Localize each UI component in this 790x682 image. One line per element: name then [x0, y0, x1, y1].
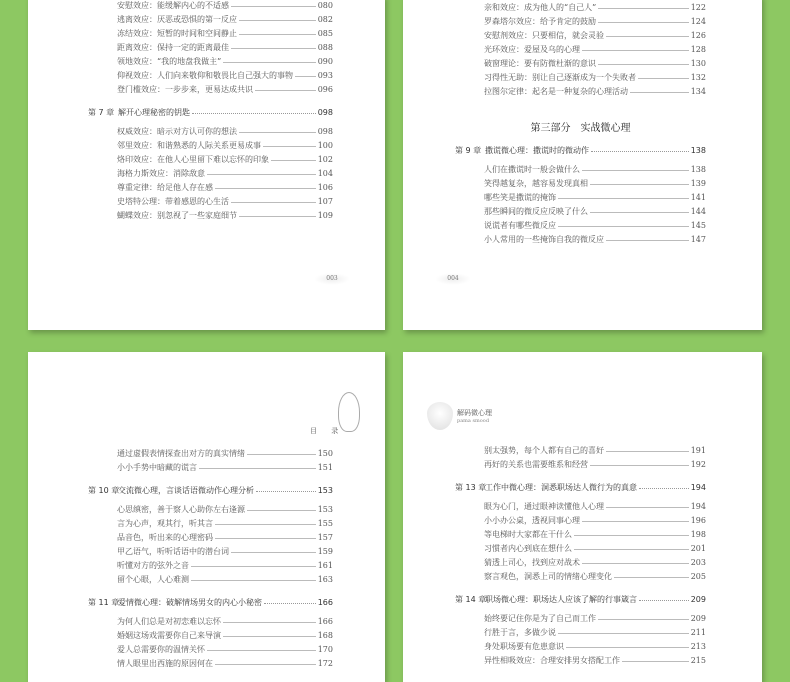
- entry-page-number: 109: [317, 210, 333, 220]
- entry-page-number: 080: [317, 0, 333, 10]
- leader-line: [223, 636, 316, 637]
- entry-title: 亲和效应：成为他人的“自己人”: [484, 2, 597, 12]
- toc-entry: [455, 569, 706, 583]
- entry-page-number: 194: [690, 482, 706, 492]
- leader-line: [639, 488, 689, 489]
- toc-page-top-right: [403, 0, 762, 330]
- entry-title: 邻里效应：和谐熟悉的人际关系更易成事: [117, 140, 261, 150]
- entry-page-number: 213: [690, 641, 706, 651]
- toc-entry: [455, 232, 706, 246]
- leader-line: [247, 510, 316, 511]
- leader-line: [598, 22, 689, 23]
- toc-entry: [455, 443, 706, 457]
- leader-line: [223, 62, 316, 63]
- entry-title: 言为心声，观其行，听其言: [117, 518, 213, 528]
- entry-title: 安慰效应：能缓解内心的不适感: [117, 0, 229, 10]
- entry-title: 身处职场要有危患意识: [484, 641, 564, 651]
- chapter-label: 第 10 章: [88, 485, 120, 495]
- leader-line: [223, 622, 316, 623]
- toc-entry: [88, 12, 333, 26]
- toc-entry: [88, 502, 333, 516]
- toc-entry: [88, 26, 333, 40]
- entry-title: 小小办公桌，透视同事心理: [484, 515, 580, 525]
- entry-page-number: 198: [690, 529, 706, 539]
- entry-title: 察言观色，洞悉上司的情绪心理变化: [484, 571, 612, 581]
- entry-title: 人们在撒谎时一般会做什么: [484, 164, 580, 174]
- chapter-label: 第 11 章: [88, 597, 120, 607]
- toc-entry: [455, 625, 706, 639]
- entry-title: 爱人总需要你的温情关怀: [117, 644, 205, 654]
- entry-title: 行胜于言，多做少说: [484, 627, 556, 637]
- leader-line: [606, 507, 689, 508]
- chapter-label: 第 13 章: [455, 482, 487, 492]
- entry-page-number: 141: [690, 192, 706, 202]
- leader-line: [215, 664, 316, 665]
- entry-page-number: 104: [317, 168, 333, 178]
- entry-title: 留个心眼，人心难测: [117, 574, 189, 584]
- page-header: 目 录: [310, 427, 345, 435]
- entry-title: 品音色，听出来的心理密码: [117, 532, 213, 542]
- toc-entry: [455, 218, 706, 232]
- toc-entry: [455, 56, 706, 70]
- toc-list: [28, 446, 385, 670]
- entry-title: 破窗理论：要有防微杜渐的意识: [484, 58, 596, 68]
- entry-title: 权威效应：暗示对方认可你的想法: [117, 126, 237, 136]
- entry-title: 撒谎微心理：撒谎时的微动作: [485, 145, 589, 155]
- toc-entry: [455, 541, 706, 555]
- entry-page-number: 096: [317, 84, 333, 94]
- book-logo: [427, 402, 492, 430]
- toc-entry: [88, 544, 333, 558]
- toc-entry: [88, 642, 333, 656]
- entry-title: 心思缜密，善于察人心助你左右逢源: [117, 504, 245, 514]
- toc-entry: [455, 42, 706, 56]
- entry-title: 再好的关系也需要维系和经营: [484, 459, 588, 469]
- entry-page-number: 205: [690, 571, 706, 581]
- entry-title: 猜透上司心，找到应对战术: [484, 557, 580, 567]
- leader-line: [590, 184, 689, 185]
- entry-title: 通过虚假表情探查出对方的真实情绪: [117, 448, 245, 458]
- entry-title: 光环效应：爱屋及乌的心理: [484, 44, 580, 54]
- entry-page-number: 209: [690, 594, 706, 604]
- entry-title: 哪些笑是撒谎的掩饰: [484, 192, 556, 202]
- chapter-label: 第 7 章: [88, 107, 115, 117]
- entry-page-number: 161: [317, 560, 333, 570]
- leader-line: [614, 577, 689, 578]
- leader-line: [239, 34, 316, 35]
- entry-title: 职场微心理：职场达人应该了解的行事箴言: [485, 594, 637, 604]
- toc-entry: [88, 460, 333, 474]
- entry-page-number: 163: [317, 574, 333, 584]
- entry-title: 小小手势中暗藏的谎言: [117, 462, 197, 472]
- entry-title: 史塔特公理：带着感恩的心生活: [117, 196, 229, 206]
- toc-chapter: [455, 592, 706, 606]
- logo-subtitle: pama smood: [457, 418, 490, 424]
- toc-entry: [455, 14, 706, 28]
- entry-page-number: 147: [690, 234, 706, 244]
- entry-title: 爱情微心理：破解情场男女的内心小秘密: [118, 597, 262, 607]
- entry-title: 异性相吸效应：合理安排男女搭配工作: [484, 655, 620, 665]
- leader-line: [231, 48, 316, 49]
- entry-title: 为何人们总是对初恋难以忘怀: [117, 616, 221, 626]
- entry-page-number: 138: [690, 145, 706, 155]
- toc-entry: [455, 639, 706, 653]
- leader-line: [630, 92, 689, 93]
- entry-page-number: 194: [690, 501, 706, 511]
- entry-page-number: 145: [690, 220, 706, 230]
- entry-page-number: 090: [317, 56, 333, 66]
- toc-entry: [455, 457, 706, 471]
- toc-entry: [455, 70, 706, 84]
- leader-line: [239, 20, 316, 21]
- leader-line: [598, 8, 689, 9]
- leader-line: [566, 647, 689, 648]
- entry-page-number: 139: [690, 178, 706, 188]
- toc-entry: [455, 555, 706, 569]
- leader-line: [239, 216, 316, 217]
- entry-title: 工作中微心理：洞悉职场达人微行为的真意: [485, 482, 637, 492]
- toc-entry: [88, 194, 333, 208]
- chapter-label: 第 9 章: [455, 145, 482, 155]
- entry-title: 甲乙语气，听听话语中的潜台词: [117, 546, 229, 556]
- entry-title: 说谎者有哪些微反应: [484, 220, 556, 230]
- entry-title: 安慰剂效应：只要相信，就会灵验: [484, 30, 604, 40]
- entry-page-number: 159: [317, 546, 333, 556]
- entry-page-number: 082: [317, 14, 333, 24]
- leader-line: [264, 603, 316, 604]
- entry-title: 习惯者内心到底在想什么: [484, 543, 572, 553]
- leader-line: [295, 76, 316, 77]
- entry-title: 登门槛效应：一步步来，更易达成共识: [117, 84, 253, 94]
- toc-entry: [88, 0, 333, 12]
- entry-title: 始终要记住你是为了自己而工作: [484, 613, 596, 623]
- entry-title: 距离效应：保持一定的距离最佳: [117, 42, 229, 52]
- entry-page-number: 130: [690, 58, 706, 68]
- leader-line: [191, 566, 316, 567]
- entry-page-number: 192: [690, 459, 706, 469]
- entry-page-number: 157: [317, 532, 333, 542]
- toc-list: [403, 0, 762, 246]
- leader-line: [606, 240, 689, 241]
- leader-line: [558, 226, 689, 227]
- toc-chapter: [88, 483, 333, 497]
- toc-entry: [88, 124, 333, 138]
- leader-line: [231, 202, 316, 203]
- entry-title: 尊重定律：给足他人存在感: [117, 182, 213, 192]
- toc-page-top-left: [28, 0, 385, 330]
- toc-entry: [88, 180, 333, 194]
- entry-page-number: 098: [317, 126, 333, 136]
- entry-page-number: 126: [690, 30, 706, 40]
- entry-page-number: 122: [690, 2, 706, 12]
- leader-line: [582, 563, 689, 564]
- entry-page-number: 166: [317, 597, 333, 607]
- leader-line: [231, 552, 316, 553]
- toc-entry: [88, 516, 333, 530]
- heart-icon: [427, 402, 453, 430]
- entry-page-number: 088: [317, 42, 333, 52]
- entry-page-number: 168: [317, 630, 333, 640]
- entry-page-number: 102: [317, 154, 333, 164]
- toc-entry: [88, 558, 333, 572]
- toc-entry: [88, 628, 333, 642]
- toc-entry: [455, 653, 706, 667]
- toc-entry: [455, 204, 706, 218]
- leader-line: [622, 661, 689, 662]
- entry-page-number: 153: [317, 504, 333, 514]
- entry-page-number: 098: [317, 107, 333, 117]
- leader-line: [271, 160, 316, 161]
- entry-title: 别太强势，每个人都有自己的喜好: [484, 445, 604, 455]
- entry-title: 海格力斯效应：消除敌意: [117, 168, 205, 178]
- leader-line: [582, 170, 689, 171]
- entry-page-number: 093: [317, 70, 333, 80]
- entry-page-number: 106: [317, 182, 333, 192]
- toc-entry: [455, 499, 706, 513]
- leader-line: [606, 36, 689, 37]
- toc-chapter: [88, 595, 333, 609]
- entry-title: 拉图尔定律：起名是一种复杂的心理活动: [484, 86, 628, 96]
- entry-title: 烙印效应：在他人心里留下难以忘怀的印象: [117, 154, 269, 164]
- toc-page-bottom-left: [28, 352, 385, 682]
- toc-entry: [88, 614, 333, 628]
- leader-line: [639, 600, 689, 601]
- entry-page-number: 128: [690, 44, 706, 54]
- toc-entry: [455, 190, 706, 204]
- entry-page-number: 203: [690, 557, 706, 567]
- entry-page-number: 170: [317, 644, 333, 654]
- toc-entry: [88, 54, 333, 68]
- entry-title: 笑得越复杂，越容易发现真相: [484, 178, 588, 188]
- toc-part-title: [455, 118, 706, 134]
- toc-entry: [88, 208, 333, 222]
- toc-chapter: [455, 480, 706, 494]
- entry-page-number: 150: [317, 448, 333, 458]
- entry-title: 小人常用的一些掩饰自我的微反应: [484, 234, 604, 244]
- toc-entry: [88, 138, 333, 152]
- entry-title: 冻结效应：短暂的时间和空间静止: [117, 28, 237, 38]
- toc-list: [28, 0, 385, 222]
- leader-line: [207, 650, 316, 651]
- leader-line: [582, 50, 689, 51]
- toc-entry: [455, 513, 706, 527]
- entry-page-number: 215: [690, 655, 706, 665]
- leader-line: [574, 535, 689, 536]
- entry-title: 罗森塔尔效应：给予肯定的鼓励: [484, 16, 596, 26]
- leader-line: [239, 132, 316, 133]
- entry-page-number: 172: [317, 658, 333, 668]
- toc-entry: [88, 152, 333, 166]
- leader-line: [558, 198, 689, 199]
- leader-line: [215, 188, 316, 189]
- toc-entry: [455, 0, 706, 14]
- entry-title: 听懂对方的弦外之音: [117, 560, 189, 570]
- leader-line: [590, 212, 689, 213]
- toc-entry: [455, 28, 706, 42]
- entry-page-number: 144: [690, 206, 706, 216]
- toc-entry: [88, 656, 333, 670]
- leader-line: [582, 521, 689, 522]
- entry-title: 情人眼里出西施的原因何在: [117, 658, 213, 668]
- leader-line: [256, 491, 316, 492]
- leader-line: [215, 524, 316, 525]
- toc-entry: [455, 176, 706, 190]
- leader-line: [606, 451, 689, 452]
- toc-entry: [88, 68, 333, 82]
- entry-page-number: 085: [317, 28, 333, 38]
- leader-line: [598, 64, 689, 65]
- toc-chapter: [88, 105, 333, 119]
- entry-title: 仰视效应：人们向来敬仰和敬畏比自己强大的事物: [117, 70, 293, 80]
- entry-page-number: 100: [317, 140, 333, 150]
- entry-page-number: 138: [690, 164, 706, 174]
- leader-line: [231, 6, 316, 7]
- toc-chapter: [455, 143, 706, 157]
- toc-entry: [88, 40, 333, 54]
- toc-entry: [88, 82, 333, 96]
- entry-title: 等电梯时大家都在干什么: [484, 529, 572, 539]
- toc-entry: [88, 166, 333, 180]
- entry-page-number: 155: [317, 518, 333, 528]
- entry-page-number: 191: [690, 445, 706, 455]
- toc-entry: [88, 572, 333, 586]
- entry-page-number: 134: [690, 86, 706, 96]
- entry-page-number: 132: [690, 72, 706, 82]
- leader-line: [192, 113, 316, 114]
- entry-title: 第三部分 实战微心理: [530, 122, 631, 134]
- toc-entry: [88, 530, 333, 544]
- entry-title: 那些瞬间的微反应反映了什么: [484, 206, 588, 216]
- leader-line: [590, 465, 689, 466]
- entry-page-number: 201: [690, 543, 706, 553]
- leader-line: [247, 454, 316, 455]
- entry-title: 眼为心门，通过眼神读懂他人心理: [484, 501, 604, 511]
- leader-line: [215, 538, 316, 539]
- entry-title: 蝴蝶效应：别忽视了一些家庭细节: [117, 210, 237, 220]
- leader-line: [191, 580, 316, 581]
- entry-page-number: 209: [690, 613, 706, 623]
- entry-page-number: 107: [317, 196, 333, 206]
- toc-entry: [455, 527, 706, 541]
- logo-title: 解码微心理: [457, 409, 492, 417]
- entry-page-number: 124: [690, 16, 706, 26]
- leader-line: [591, 151, 689, 152]
- entry-title: 解开心理秘密的钥匙: [118, 107, 190, 117]
- leader-line: [255, 90, 316, 91]
- toc-page-bottom-right: [403, 352, 762, 682]
- entry-page-number: 166: [317, 616, 333, 626]
- entry-title: 交流微心理，言谈话语微动作心理分析: [118, 485, 254, 495]
- leader-line: [263, 146, 316, 147]
- leader-line: [199, 468, 316, 469]
- toc-entry: [455, 162, 706, 176]
- page-number: 003: [314, 273, 350, 285]
- entry-page-number: 153: [317, 485, 333, 495]
- entry-title: 习得性无助：别让自己逐渐成为一个失败者: [484, 72, 636, 82]
- leader-line: [638, 78, 689, 79]
- toc-list: [403, 443, 762, 667]
- toc-entry: [88, 446, 333, 460]
- page-number: 004: [435, 273, 471, 285]
- entry-title: 婚姻这场戏需要你自己来导演: [117, 630, 221, 640]
- entry-title: 逃离效应：厌恶或恐惧的第一反应: [117, 14, 237, 24]
- toc-entry: [455, 611, 706, 625]
- entry-page-number: 211: [690, 627, 706, 637]
- toc-entry: [455, 84, 706, 98]
- entry-title: 领地效应：“我的地盘我做主”: [117, 56, 222, 66]
- entry-page-number: 196: [690, 515, 706, 525]
- leader-line: [598, 619, 689, 620]
- chapter-label: 第 14 章: [455, 594, 487, 604]
- leader-line: [558, 633, 689, 634]
- leader-line: [207, 174, 316, 175]
- leader-line: [574, 549, 689, 550]
- entry-page-number: 151: [317, 462, 333, 472]
